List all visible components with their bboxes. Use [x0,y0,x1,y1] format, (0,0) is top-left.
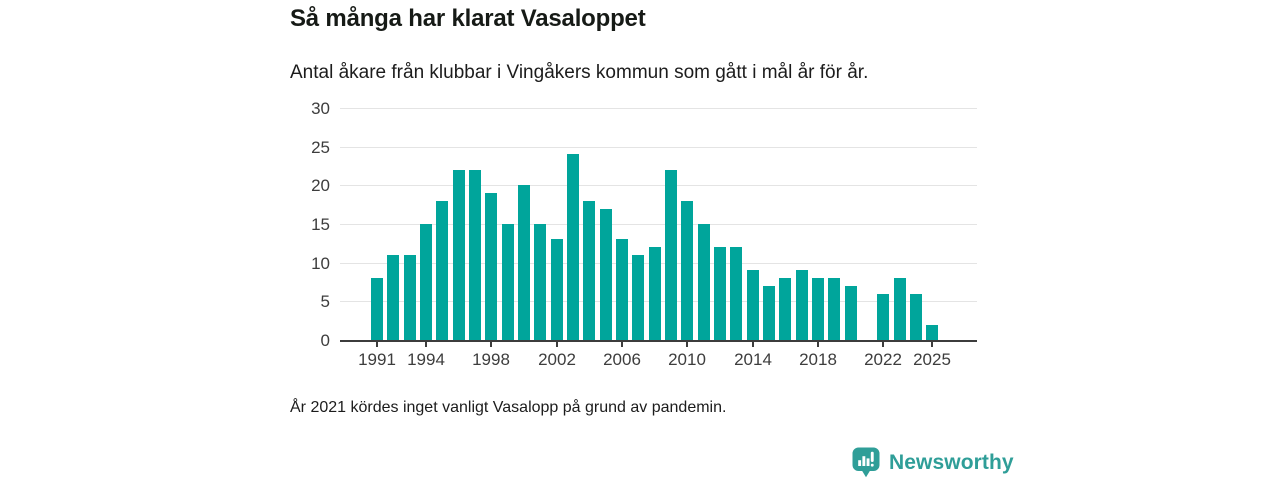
bar-1992 [387,255,399,340]
gridline-30 [340,108,977,109]
y-axis-tick-label-10: 10 [311,254,330,273]
y-axis-tick-label-20: 20 [311,176,330,195]
bar-2015 [763,286,775,340]
x-axis-tick-2002 [556,342,558,347]
bar-2003 [567,154,579,340]
bar-2014 [747,270,759,340]
x-axis-tick-label-1998: 1998 [472,350,510,369]
x-axis-tick-2006 [621,342,623,347]
x-axis-tick-label-2002: 2002 [538,350,576,369]
bar-2008 [649,247,661,340]
y-axis-tick-label-25: 25 [311,138,330,157]
gridline-20 [340,185,977,186]
y-axis-tick-label-30: 30 [311,99,330,118]
bar-1994 [420,224,432,340]
x-axis-tick-2018 [817,342,819,347]
bar-2007 [632,255,644,340]
newsworthy-chart-bubble-icon [852,447,880,478]
bar-2025 [926,325,938,340]
gridline-25 [340,147,977,148]
chart-subtitle: Antal åkare från klubbar i Vingåkers kommun som gått i mål år för år. [290,62,869,83]
chart-footnote: År 2021 kördes inget vanligt Vasalopp på grund av pandemin. [290,399,727,416]
y-axis-tick-label-5: 5 [320,292,330,311]
bar-2001 [534,224,546,340]
x-axis-tick-label-2025: 2025 [913,350,951,369]
x-axis-tick-2014 [752,342,754,347]
bar-2006 [616,239,628,340]
bar-1991 [371,278,383,340]
x-axis-tick-1998 [490,342,492,347]
x-axis-tick-label-2022: 2022 [864,350,902,369]
bar-2012 [714,247,726,340]
x-axis-tick-1991 [376,342,378,347]
bar-2009 [665,170,677,340]
x-axis-tick-2010 [686,342,688,347]
bar-2002 [551,239,563,340]
bar-2024 [910,294,922,340]
bar-2005 [600,209,612,340]
y-axis [288,99,330,350]
x-axis-tick-2022 [882,342,884,347]
chart-plot-area [340,108,977,341]
x-axis-tick-label-2018: 2018 [799,350,837,369]
x-axis-tick-label-1994: 1994 [407,350,445,369]
y-axis-tick-label-15: 15 [311,215,330,234]
bar-2020 [845,286,857,340]
bar-1993 [404,255,416,340]
bar-2016 [779,278,791,340]
x-axis-tick-2025 [931,342,933,347]
x-axis-tick-label-1991: 1991 [358,350,396,369]
x-axis-tick-1994 [425,342,427,347]
bar-2004 [583,201,595,340]
bar-2019 [828,278,840,340]
bar-1998 [485,193,497,340]
bar-1997 [469,170,481,340]
x-axis-tick-label-2010: 2010 [668,350,706,369]
x-axis-tick-label-2014: 2014 [734,350,772,369]
bar-2022 [877,294,889,340]
bar-2013 [730,247,742,340]
chart-title: Så många har klarat Vasaloppet [290,5,646,32]
bar-1996 [453,170,465,340]
bar-1995 [436,201,448,340]
y-axis-tick-label-0: 0 [320,331,330,350]
bar-2011 [698,224,710,340]
newsworthy-logo[interactable] [852,447,1014,478]
x-axis [340,350,977,372]
bar-2018 [812,278,824,340]
bar-2017 [796,270,808,340]
bar-2023 [894,278,906,340]
x-axis-tick-label-2006: 2006 [603,350,641,369]
bar-1999 [502,224,514,340]
bar-2000 [518,185,530,340]
newsworthy-logo-text: Newsworthy [889,450,1014,474]
bar-2010 [681,201,693,340]
